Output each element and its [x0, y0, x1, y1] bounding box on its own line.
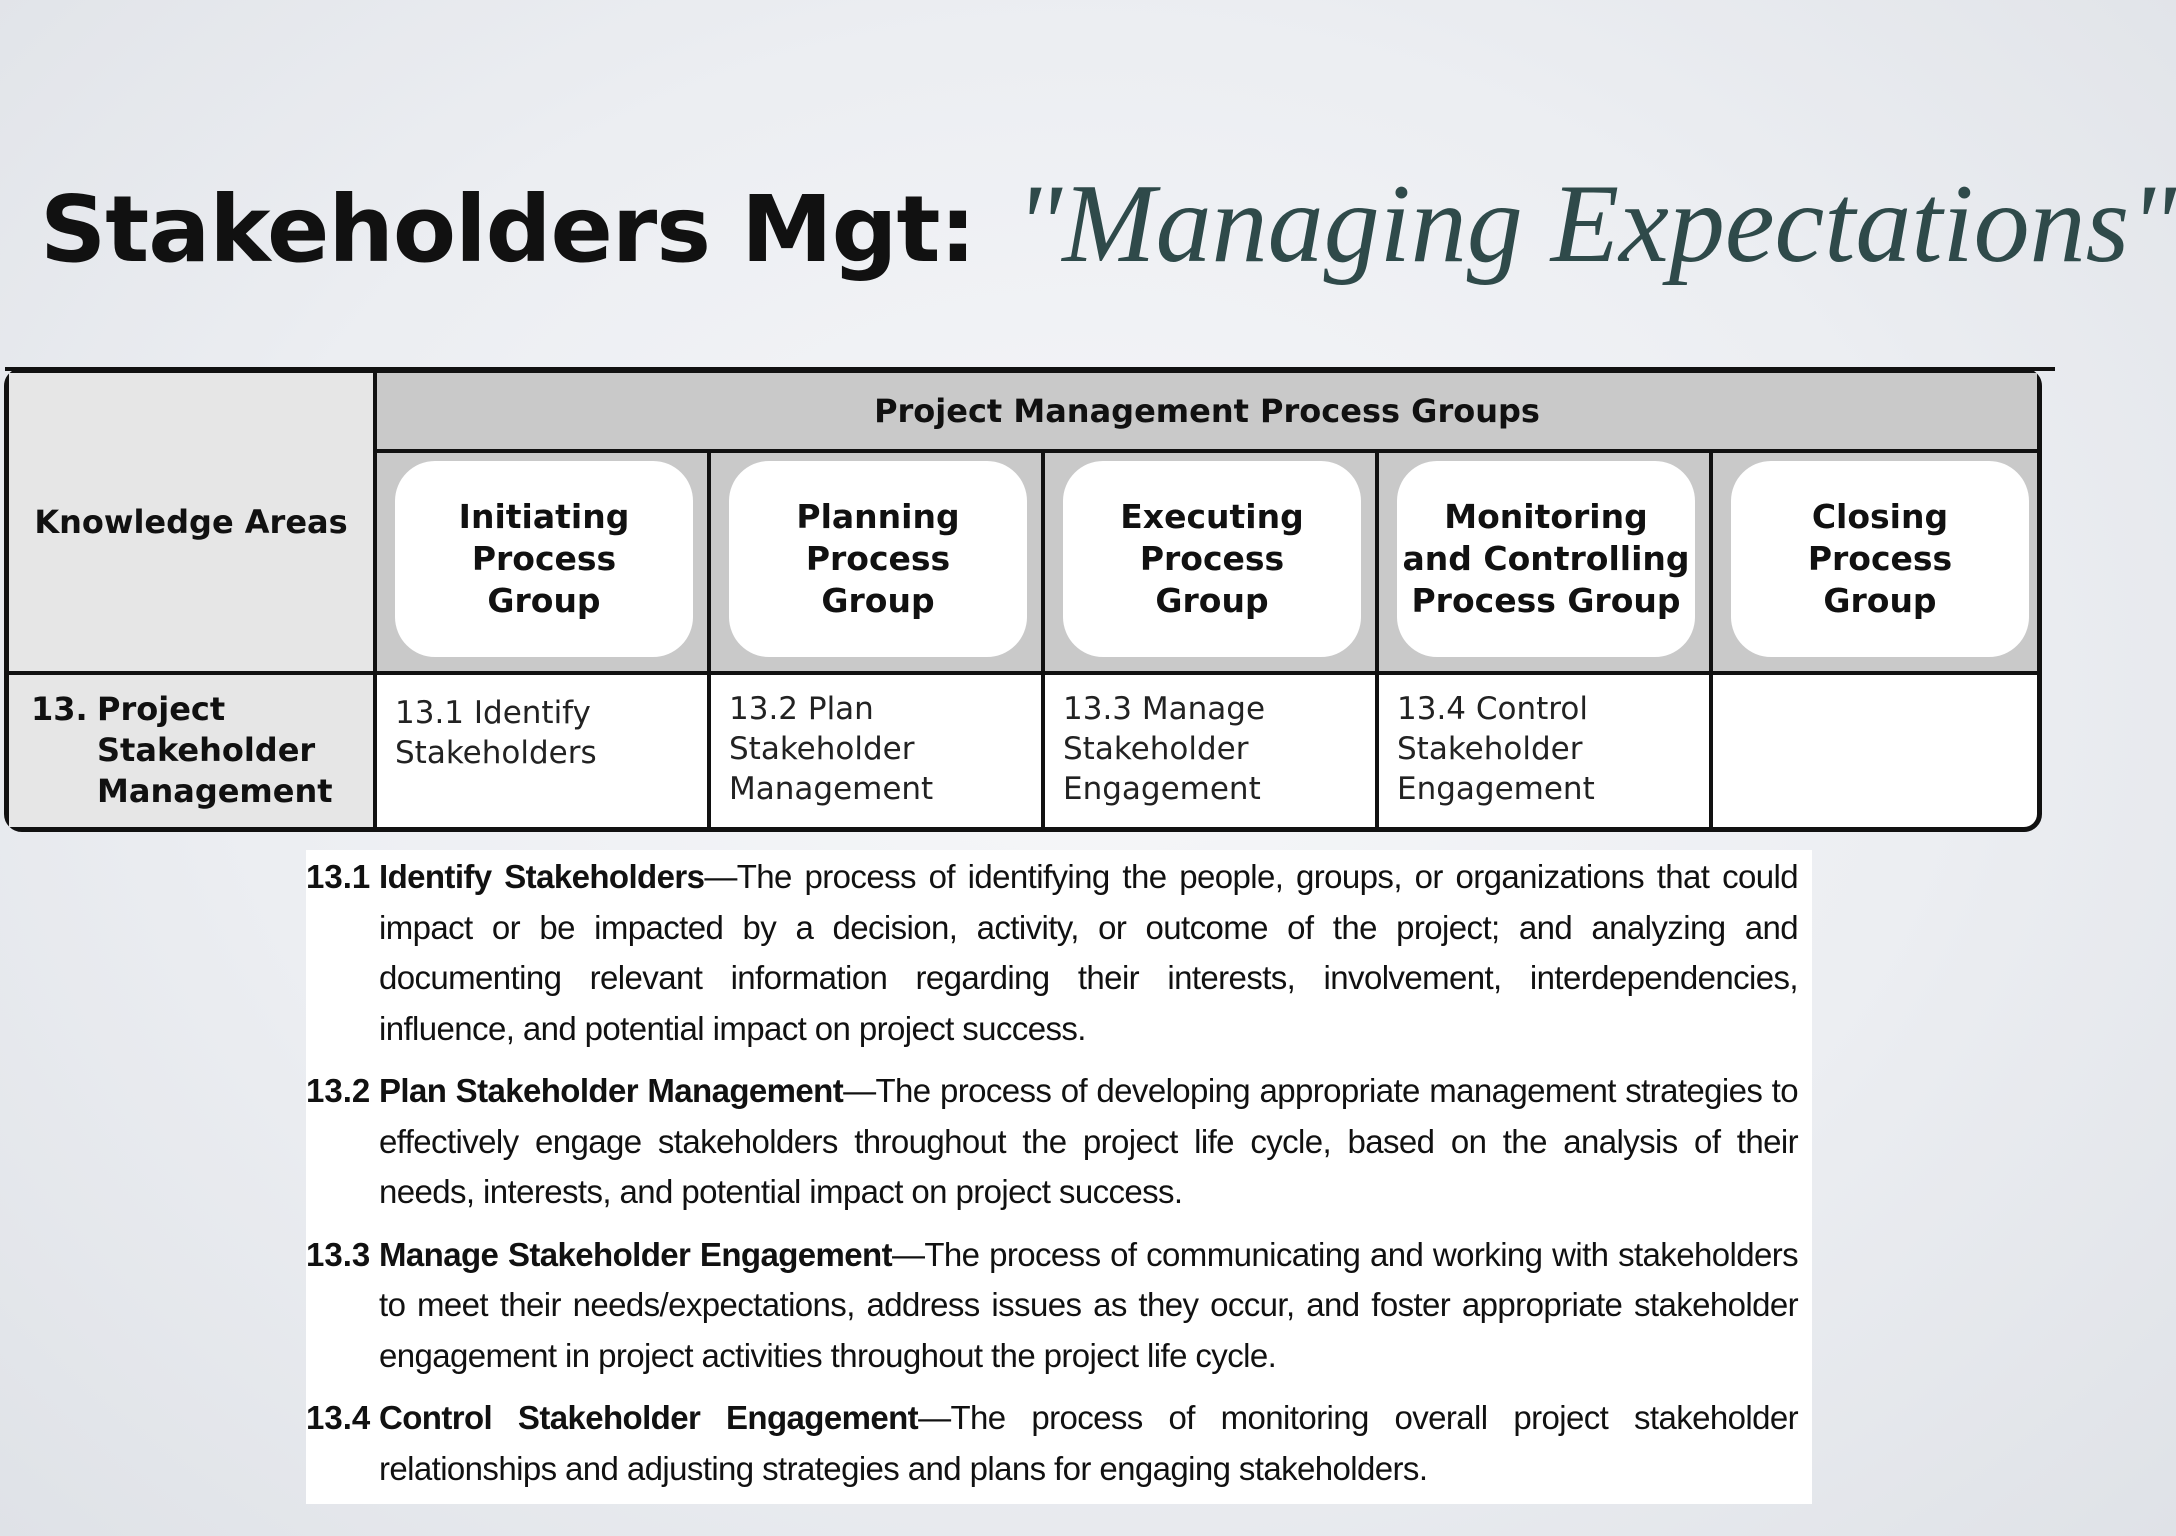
process-name: 13.4 Control Stakeholder Engagement: [1397, 691, 1595, 807]
description-body: —The process of monitoring overall project stakeholder relationships and adjusting strategies and plans for engaging stakeholders.: [379, 1399, 1798, 1487]
process-cell-executing: [1045, 675, 1379, 827]
group-closing: [1713, 453, 2043, 671]
description-title: Manage Stakeholder Engagement: [379, 1235, 892, 1273]
description-item: [306, 1230, 1798, 1382]
group-executing: [1045, 453, 1379, 671]
description-body: —The process of communicating and working with stakeholders to meet their needs/expectations, address issues as they occur, and foster appropriate stakeholder engagement in project activities throughout the project life cycle.: [379, 1235, 1798, 1374]
process-cell-closing: [1713, 675, 2043, 827]
knowledge-areas-header: Knowledge Areas: [9, 373, 377, 675]
knowledge-area-number: 13.: [31, 690, 88, 728]
description-number: 13.4: [306, 1399, 371, 1436]
knowledge-area-cell: [9, 675, 377, 827]
group-planning: [711, 453, 1045, 671]
group-label: Closing Process Group: [1731, 461, 2029, 657]
description-number: 13.2: [306, 1072, 371, 1109]
process-cell-planning: [711, 675, 1045, 827]
description-text: [379, 1393, 1798, 1494]
group-label: Executing Process Group: [1063, 461, 1361, 657]
slide-title: [40, 160, 2176, 286]
process-groups-table: [4, 368, 2042, 832]
description-item: [306, 1066, 1798, 1218]
group-label: Monitoring and Controlling Process Group: [1397, 461, 1695, 657]
process-name: 13.3 Manage Stakeholder Engagement: [1063, 691, 1266, 807]
description-text: [379, 1230, 1798, 1382]
group-monitoring: [1379, 453, 1713, 671]
title-main: Stakeholders Mgt:: [40, 176, 976, 283]
description-text: [379, 1066, 1798, 1218]
description-title: Identify Stakeholders: [379, 858, 705, 895]
description-number: 13.3: [306, 1235, 371, 1273]
description-item: [306, 852, 1798, 1054]
process-cell-monitoring: [1379, 675, 1713, 827]
description-title: Control Stakeholder Engagement: [379, 1399, 919, 1436]
process-descriptions: [306, 850, 1812, 1504]
process-name: 13.2 Plan Stakeholder Management: [729, 691, 934, 807]
group-label: Planning Process Group: [729, 461, 1027, 657]
description-body: —The process of identifying the people, groups, or organizations that could impact or be impacted by a decision, activity, or outcome of the project; and analyzing and documenting relevant information regarding their interests, involvement, interdependencies, influence, and potential impact on project success.: [379, 858, 1798, 1047]
description-item: [306, 1393, 1798, 1494]
description-number: 13.1: [306, 858, 371, 895]
title-subtitle: "Managing Expectations": [1015, 162, 2176, 286]
description-body: —The process of developing appropriate management strategies to effectively engage stakeholders throughout the project life cycle, based on the analysis of their needs, interests, and potential impact on project success.: [379, 1072, 1798, 1210]
group-label: Initiating Process Group: [395, 461, 693, 657]
process-name: 13.1 Identify Stakeholders: [395, 695, 597, 771]
description-text: [379, 852, 1798, 1054]
process-cell-initiating: [377, 675, 711, 827]
knowledge-area-name: Project Stakeholder Management: [97, 690, 333, 810]
description-title: Plan Stakeholder Management: [379, 1072, 844, 1109]
process-groups-header: Project Management Process Groups: [377, 373, 2037, 453]
group-initiating: [377, 453, 711, 671]
process-group-headers: [377, 453, 2037, 675]
